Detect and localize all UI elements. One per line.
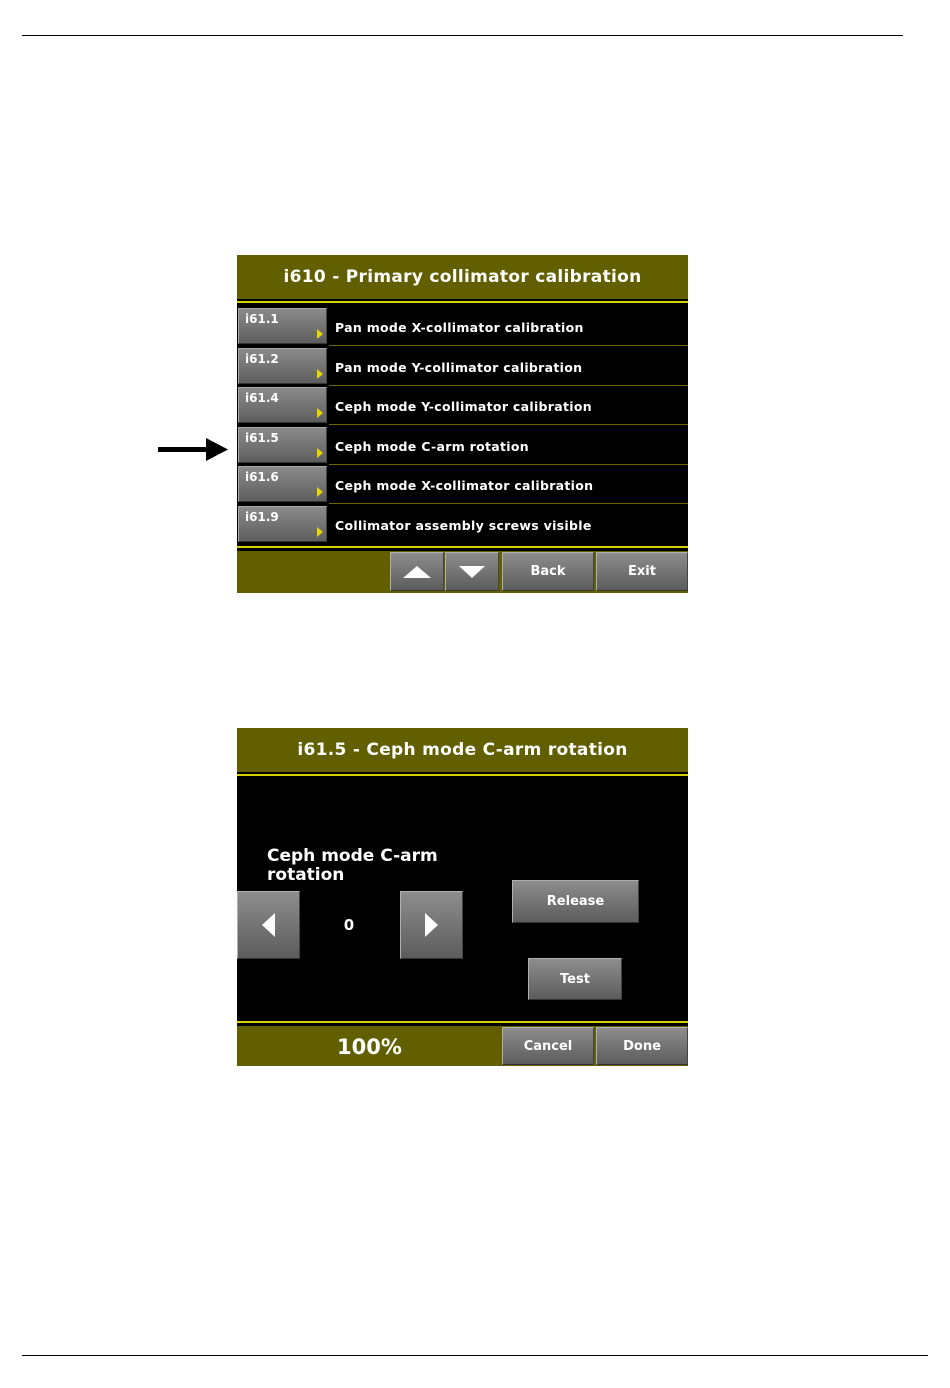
triangle-up-icon [403,566,431,578]
menu-item-i61-6[interactable] [237,465,688,504]
row-divider [329,503,688,504]
row-divider [329,345,688,346]
increase-button[interactable] [400,891,463,959]
triangle-down-icon [459,566,485,578]
pointer-arrow-icon [158,438,228,462]
detail-bottom-bar [237,1026,688,1066]
menu-item-code: i61.4 [245,391,279,405]
title-divider [237,774,688,776]
setting-label: Ceph mode C-arm rotation [267,846,438,885]
menu-item-code-button[interactable] [238,506,327,542]
menu-item-code: i61.9 [245,510,279,524]
caret-right-icon [317,448,323,458]
page-top-rule [22,35,903,36]
triangle-right-icon [425,913,438,937]
menu-item-i61-1[interactable] [237,307,688,346]
back-button[interactable]: Back [502,552,594,591]
exit-button[interactable]: Exit [596,552,688,591]
decrease-button[interactable] [237,891,300,959]
caret-right-icon [317,329,323,339]
progress-percent: 100% [337,1035,402,1059]
scroll-up-button[interactable] [390,552,444,591]
menu-item-code-button[interactable] [238,387,327,423]
menu-item-code-button[interactable] [238,466,327,502]
menu-item-label: Ceph mode C-arm rotation [335,439,529,454]
caret-right-icon [317,527,323,537]
scroll-down-button[interactable] [445,552,499,591]
detail-screen-title: i61.5 - Ceph mode C-arm rotation [237,728,688,772]
menu-item-label: Pan mode X-collimator calibration [335,320,584,335]
menu-item-label: Ceph mode X-collimator calibration [335,478,594,493]
caret-right-icon [317,369,323,379]
menu-item-code: i61.2 [245,352,279,366]
release-button[interactable]: Release [512,880,639,923]
menu-item-label: Ceph mode Y-collimator calibration [335,399,592,414]
menu-item-code: i61.1 [245,312,279,326]
page-bottom-rule [22,1355,928,1356]
title-divider [237,301,688,303]
c-arm-rotation-screen [237,728,688,1066]
caret-right-icon [317,487,323,497]
row-divider [329,424,688,425]
menu-item-i61-9[interactable] [237,505,688,544]
menu-item-code-button[interactable] [238,427,327,463]
cancel-button[interactable]: Cancel [502,1027,594,1065]
menu-item-code: i61.5 [245,431,279,445]
menu-item-label: Pan mode Y-collimator calibration [335,360,583,375]
menu-screen-title: i610 - Primary collimator calibration [237,255,688,299]
triangle-left-icon [262,913,275,937]
menu-item-i61-2[interactable] [237,347,688,386]
menu-bottom-bar [237,551,688,593]
menu-item-code-button[interactable] [238,348,327,384]
rotation-value: 0 [343,916,355,934]
menu-item-i61-5[interactable] [237,426,688,465]
menu-item-code: i61.6 [245,470,279,484]
menu-item-code-button[interactable] [238,308,327,344]
bottom-bar-divider [237,1021,688,1023]
done-button[interactable]: Done [596,1027,688,1065]
menu-item-label: Collimator assembly screws visible [335,518,592,533]
bottom-bar-divider [237,546,688,548]
collimator-calibration-menu-screen [237,255,688,593]
test-button[interactable]: Test [528,958,622,1000]
menu-item-i61-4[interactable] [237,386,688,425]
caret-right-icon [317,408,323,418]
